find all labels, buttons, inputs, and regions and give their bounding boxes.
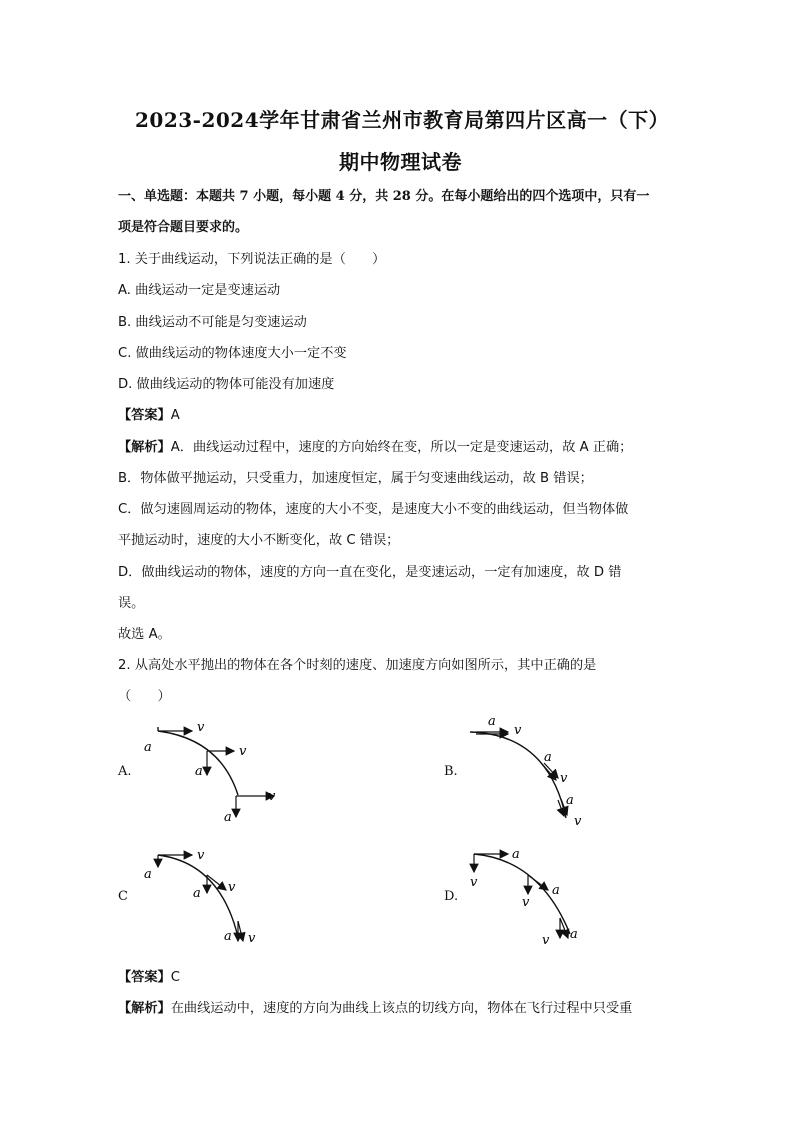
q2-answer-value: C [170,970,180,985]
q1-analysis-line3: C．做匀速圆周运动的物体，速度的大小不变，是速度大小不变的曲线运动，但当物体做 [118,502,629,517]
fig-d-v2-label: v [522,895,530,910]
q2-analysis-text: 在曲线运动中，速度的方向为曲线上该点的切线方向，物体在飞行过程中只受重 [170,1001,633,1016]
q2-analysis-line1 [118,997,632,1016]
q1-analysis-line4: 平抛运动时，速度的大小不断变化，故 C 错误； [118,533,400,548]
fig-c-v3-label: v [248,931,256,946]
q2-figure-c [140,845,270,947]
q2-figure-d-label: D. [444,889,459,904]
q2-answer-tag: 【答案】 [118,970,171,985]
q2-figure-a [140,715,280,827]
q1-answer-tag: 【答案】 [118,408,171,423]
q1-option-d: D. 做曲线运动的物体可能没有加速度 [118,377,335,392]
fig-b-a3-label: a [566,793,574,808]
q1-analysis-line5: D．做曲线运动的物体，速度的方向一直在变化，是变速运动，一定有加速度，故 D 错 [118,565,622,580]
fig-b-v2-label: v [560,771,568,786]
fig-d-a3-label: a [570,927,578,942]
fig-a-v3-label: v [268,789,276,804]
fig-d-a1-label: a [512,847,520,862]
fig-c-v2-label: v [228,880,236,895]
fig-c-a1-label: a [144,867,152,882]
q1-option-a: A. 曲线运动一定是变速运动 [118,283,281,298]
q1-answer [118,404,180,423]
fig-d-v1-label: v [470,875,478,890]
fig-d-a2-label: a [552,883,560,898]
q1-analysis-line7: 故选 A。 [118,627,171,642]
q1-analysis-text: A．曲线运动过程中，速度的方向始终在变，所以一定是变速运动，故 A 正确； [170,440,633,455]
q1-option-b: B. 曲线运动不可能是匀变速运动 [118,315,307,330]
q1-analysis-line6: 误。 [118,596,145,611]
fig-d-v3-label: v [542,933,550,948]
q2-figure-b [468,712,588,830]
section-header-line1: 一、单选题：本题共 7 小题，每小题 4 分，共 28 分。在每小题给出的四个选项中，只有一 [118,189,650,204]
fig-c-a2-label: a [193,886,201,901]
fig-a-a3-label: a [224,810,232,825]
section-header-line2: 项是符合题目要求的。 [118,220,249,235]
fig-b-v1-label: v [514,723,522,738]
q1-answer-value: A [170,408,180,423]
page-title-line2: 期中物理试卷 [339,150,462,174]
fig-a-v1-label: v [197,720,205,735]
q2-figure-a-label: A. [118,764,132,779]
q1-stem: 1. 关于曲线运动，下列说法正确的是（ ） [118,252,386,267]
q2-figure-d [460,842,590,948]
q2-answer [118,966,180,985]
q1-analysis-line2: B．物体做平抛运动，只受重力，加速度恒定，属于匀变速曲线运动，故 B 错误； [118,471,593,486]
q1-analysis-line1 [118,436,632,455]
fig-b-a1-label: a [488,714,496,729]
fig-b-v3-label: v [574,814,582,829]
fig-a-a1-label: a [144,740,152,755]
q2-figure-b-label: B. [444,764,458,779]
q2-stem-line1: 2. 从高处水平抛出的物体在各个时刻的速度、加速度方向如图所示，其中正确的是 [118,658,597,673]
fig-a-a2-label: a [195,764,203,779]
fig-c-a3-label: a [224,929,232,944]
q1-analysis-tag: 【解析】 [118,440,171,455]
q2-stem-line2: （ ） [118,689,171,704]
fig-a-v2-label: v [239,744,247,759]
q2-analysis-tag: 【解析】 [118,1001,171,1016]
q2-figure-c-label: C [118,889,128,904]
q1-option-c: C. 做曲线运动的物体速度大小一定不变 [118,346,347,361]
fig-b-a2-label: a [544,750,552,765]
fig-c-v1-label: v [197,848,205,863]
page-title-line1: 2023-2024学年甘肃省兰州市教育局第四片区高一（下） [135,108,670,132]
